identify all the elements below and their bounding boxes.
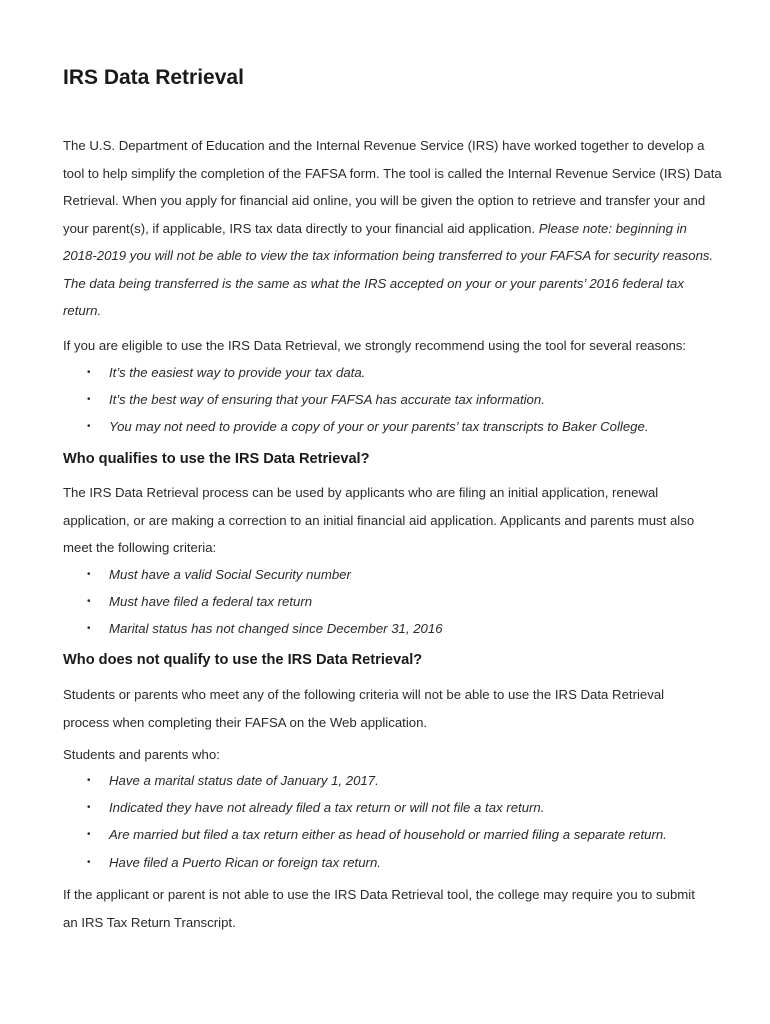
list-item: • Must have filed a federal tax return	[63, 588, 443, 615]
criteria-list	[63, 561, 443, 643]
not-qualify-heading: Who does not qualify to use the IRS Data Retrieval?	[63, 652, 423, 668]
bullet-icon: •	[87, 569, 91, 580]
list-item: • Marital status has not changed since December 31, 2016	[63, 615, 443, 642]
bullet-icon: •	[87, 394, 91, 406]
qualifies-paragraph: The IRS Data Retrieval process can be used by applicants who are filing an initial application, renewal application, or are making a correction to an initial financial aid application. Applicants and parents must also meet the following criteria:	[63, 485, 695, 555]
closing-paragraph: If the applicant or parent is not able to use the IRS Data Retrieval tool, the college may require you to submit an IRS Tax Return Transcript.	[63, 887, 695, 930]
reasons-list	[63, 359, 649, 441]
intro-paragraph	[63, 132, 723, 325]
list-item: • It’s the best way of ensuring that your FAFSA has accurate tax information.	[63, 386, 649, 413]
reasons-lead: If you are eligible to use the IRS Data Retrieval, we strongly recommend using the tool for several reasons:	[63, 338, 687, 353]
list-item: • Are married but filed a tax return either as head of household or married filing a separate return.	[63, 821, 667, 848]
intro-note: Please note: beginning in 2018-2019 you will not be able to view the tax information being transferred to your FAFSA for security reasons. The data being transferred is the same as what the IRS accepted on your or your parents’ 2016 federal tax return.	[63, 220, 714, 318]
intro-text: The U.S. Department of Education and the Internal Revenue Service (IRS) have worked together to develop a tool to help simplify the completion of the FAFSA form. The tool is called the Internal Revenue Service (IRS) Data Retrieval. When you apply for financial aid online, you will be given the option to retrieve and transfer your and your parent(s), if applicable, IRS tax data directly to your financial aid application.	[63, 138, 722, 236]
qualifies-heading: Who qualifies to use the IRS Data Retrieval?	[63, 451, 370, 467]
bullet-icon: •	[87, 856, 91, 868]
page-title: IRS Data Retrieval	[63, 66, 244, 89]
bullet-icon: •	[87, 775, 91, 786]
bullet-icon: •	[87, 623, 91, 635]
list-item: • You may not need to provide a copy of your or your parents’ tax transcripts to Baker College.	[63, 413, 649, 440]
bullet-icon: •	[87, 367, 91, 378]
list-item: • Indicated they have not already filed a tax return or will not file a tax return.	[63, 794, 667, 821]
not-qualify-paragraph: Students or parents who meet any of the following criteria will not be able to use the IRS Data Retrieval process when completing their FAFSA on the Web application.	[63, 687, 665, 730]
list-item: • Have filed a Puerto Rican or foreign tax return.	[63, 849, 667, 876]
bullet-icon: •	[87, 596, 91, 608]
list-item: • Must have a valid Social Security number	[63, 561, 443, 588]
bullet-icon: •	[87, 421, 91, 433]
list-item: • It’s the easiest way to provide your tax data.	[63, 359, 649, 386]
bullet-icon: •	[87, 802, 91, 814]
not-qualify-lead: Students and parents who:	[63, 747, 220, 762]
list-item: • Have a marital status date of January 1, 2017.	[63, 767, 667, 794]
exclusions-list	[63, 767, 667, 876]
bullet-icon: •	[87, 829, 91, 841]
